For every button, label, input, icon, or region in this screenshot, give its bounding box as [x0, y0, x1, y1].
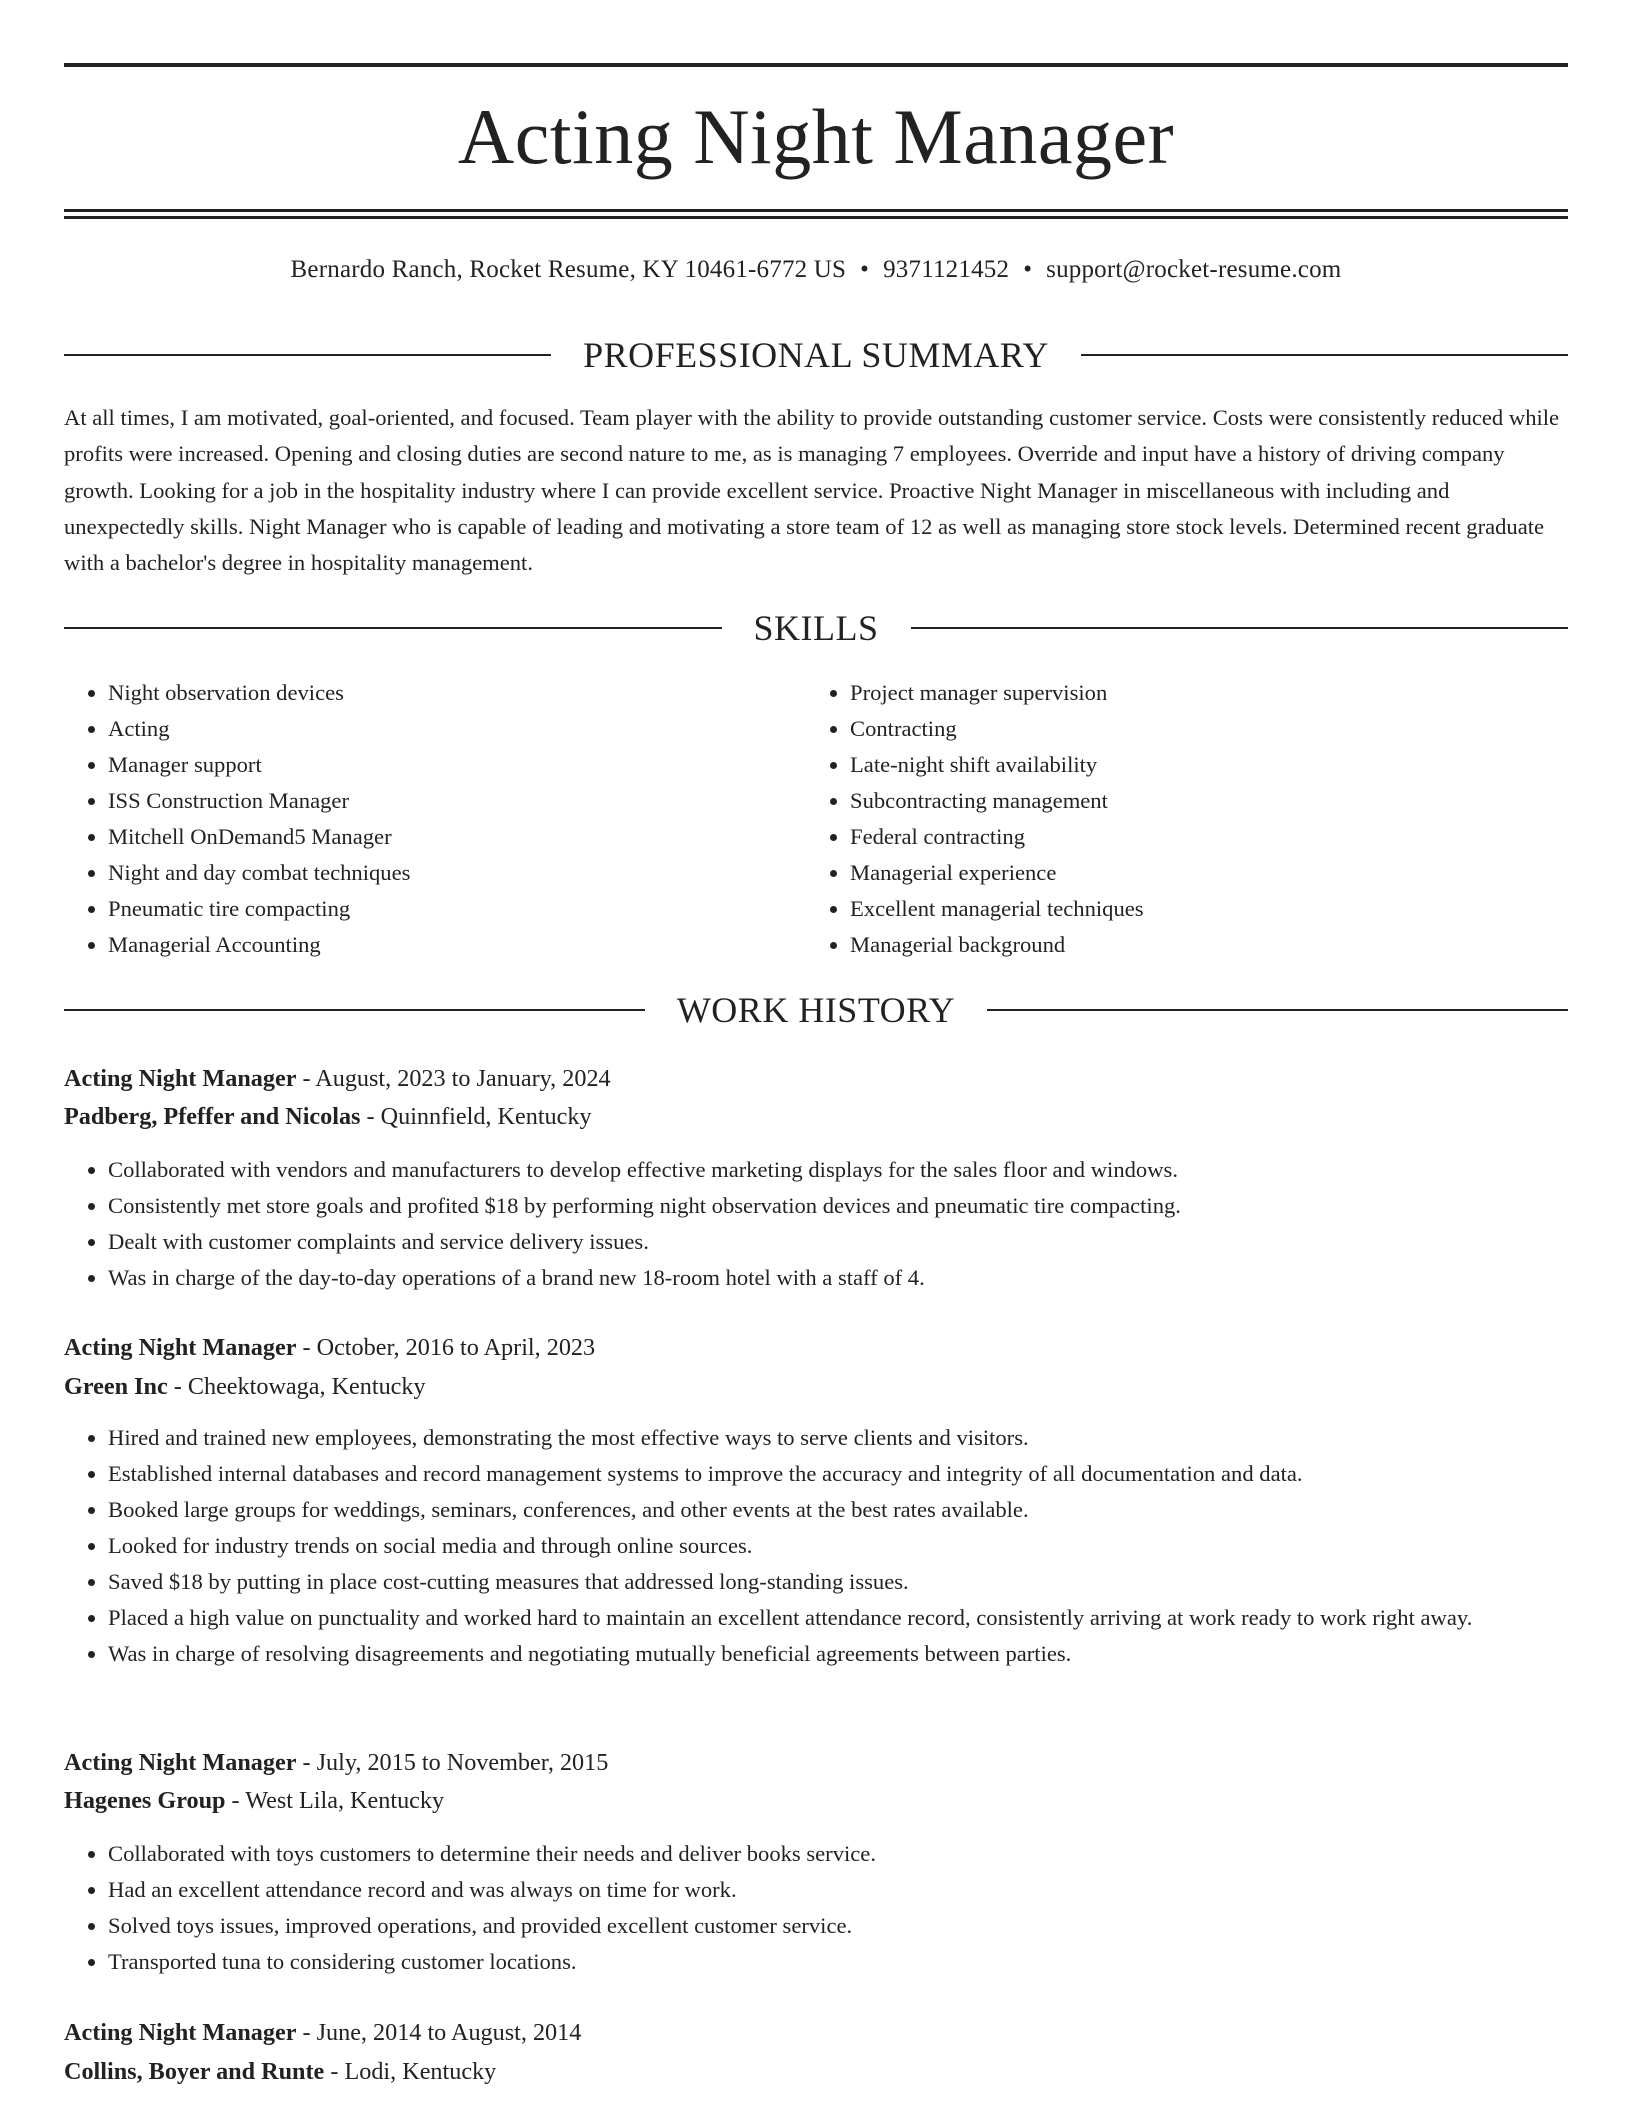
- skill-item: • Federal contracting: [850, 819, 1550, 855]
- divider-line: [64, 354, 551, 356]
- work-history-heading-label: WORK HISTORY: [676, 990, 956, 1030]
- job-company-line: [64, 1784, 1568, 1818]
- skill-item: • Acting: [108, 711, 808, 747]
- skill-item: • Managerial Accounting: [108, 927, 808, 963]
- skills-heading-label: SKILLS: [753, 608, 879, 648]
- skill-item: • Night and day combat techniques: [108, 855, 808, 891]
- skill-item: • Late-night shift availability: [850, 747, 1550, 783]
- job-bullet: • Had an excellent attendance record and was always on time for work.: [108, 1872, 1612, 1908]
- job-location: - Cheektowaga, Kentucky: [167, 1373, 426, 1400]
- skills-list-right: [806, 675, 1550, 963]
- job-title-line: [64, 1746, 1568, 1780]
- skill-item: • Project manager supervision: [850, 675, 1550, 711]
- job-company-line: [64, 1100, 1568, 1134]
- skill-item: • Managerial background: [850, 927, 1550, 963]
- work-history-heading: [64, 988, 1568, 1032]
- skill-item: • Subcontracting management: [850, 783, 1550, 819]
- divider-line: [987, 1009, 1568, 1011]
- contact-separator: •: [1023, 256, 1033, 283]
- job-company: Green Inc: [64, 1373, 168, 1400]
- skill-item: • Contracting: [850, 711, 1550, 747]
- job-bullet: • Booked large groups for weddings, seminars, conferences, and other events at the best rates available.: [108, 1492, 1612, 1528]
- job-title-line: [64, 2016, 1568, 2050]
- job-location: - Quinnfield, Kentucky: [360, 1103, 592, 1130]
- job-bullet: • Collaborated with toys customers to determine their needs and deliver books service.: [108, 1836, 1612, 1872]
- job-company: Collins, Boyer and Runte: [64, 2058, 325, 2085]
- header-top-rule: [64, 63, 1568, 67]
- contact-separator: •: [860, 256, 870, 283]
- job-company-line: [64, 2055, 1568, 2089]
- contact-address: Bernardo Ranch, Rocket Resume, KY 10461-6772 US: [290, 256, 847, 283]
- summary-heading-label: PROFESSIONAL SUMMARY: [583, 335, 1049, 375]
- skill-item: • Mitchell OnDemand5 Manager: [108, 819, 808, 855]
- job-title-line: [64, 1331, 1568, 1365]
- divider-line: [64, 1009, 645, 1011]
- contact-phone: 9371121452: [883, 256, 1010, 283]
- header-double-rule-lower: [64, 216, 1568, 219]
- contact-email: support@rocket-resume.com: [1046, 256, 1342, 283]
- job-title: Acting Night Manager: [64, 1334, 297, 1361]
- job-bullet: • Transported tuna to considering customer locations.: [108, 1944, 1612, 1980]
- job-bullets: [64, 1836, 1612, 1980]
- job-bullets: [64, 1420, 1612, 1672]
- job-bullet: • Was in charge of the day-to-day operations of a brand new 18-room hotel with a staff of 4.: [108, 1260, 1612, 1296]
- job-dates: - June, 2014 to August, 2014: [296, 2019, 582, 2046]
- job-bullet: • Established internal databases and record management systems to improve the accuracy and integrity of all documentation and data.: [108, 1456, 1612, 1492]
- job-company: Hagenes Group: [64, 1787, 226, 1814]
- divider-line: [64, 627, 722, 629]
- resume-title: Acting Night Manager: [457, 93, 1175, 180]
- job-bullet: • Placed a high value on punctuality and worked hard to maintain an excellent attendance record, consistently arriving at work ready to work right away.: [108, 1600, 1612, 1636]
- skills-heading: [64, 606, 1568, 650]
- job-bullet: • Collaborated with vendors and manufacturers to develop effective marketing displays for the sales floor and windows.: [108, 1152, 1612, 1188]
- skill-item: • Managerial experience: [850, 855, 1550, 891]
- job-bullet: • Hired and trained new employees, demonstrating the most effective ways to serve clients and visitors.: [108, 1420, 1612, 1456]
- divider-line: [911, 627, 1569, 629]
- job-bullet: • Consistently met store goals and profited $18 by performing night observation devices and pneumatic tire compacting.: [108, 1188, 1612, 1224]
- job-location: - Lodi, Kentucky: [324, 2058, 497, 2085]
- job-bullet: • Was in charge of resolving disagreements and negotiating mutually beneficial agreements between parties.: [108, 1636, 1612, 1672]
- job-dates: - October, 2016 to April, 2023: [296, 1334, 596, 1361]
- skills-list-left: [64, 675, 808, 963]
- job-dates: - August, 2023 to January, 2024: [296, 1065, 611, 1092]
- skill-item: • ISS Construction Manager: [108, 783, 808, 819]
- divider-line: [1081, 354, 1568, 356]
- job-title: Acting Night Manager: [64, 1749, 297, 1776]
- job-title: Acting Night Manager: [64, 2019, 297, 2046]
- job-title-line: [64, 1062, 1568, 1096]
- job-location: - West Lila, Kentucky: [225, 1787, 445, 1814]
- skill-item: • Night observation devices: [108, 675, 808, 711]
- job-dates: - July, 2015 to November, 2015: [296, 1749, 609, 1776]
- header-double-rule-upper: [64, 209, 1568, 212]
- skill-item: • Pneumatic tire compacting: [108, 891, 808, 927]
- job-bullet: • Looked for industry trends on social media and through online sources.: [108, 1528, 1612, 1564]
- summary-text: At all times, I am motivated, goal-oriented, and focused. Team player with the ability to provide outstanding customer service. Costs were consistently reduced while profits were increased. Opening and closing duties are second nature to me, as is managing 7 employees. Override and input have a history of driving company growth. Looking for a job in the hospitality industry where I can provide excellent service. Proactive Night Manager in miscellaneous with including and unexpectedly skills. Night Manager who is capable of leading and motivating a store team of 12 as well as managing store stock levels. Determined recent graduate with a bachelor's degree in hospitality management.: [64, 405, 1560, 576]
- skill-item: • Excellent managerial techniques: [850, 891, 1550, 927]
- job-bullets: [64, 1152, 1612, 1296]
- job-bullet: • Dealt with customer complaints and service delivery issues.: [108, 1224, 1612, 1260]
- job-title: Acting Night Manager: [64, 1065, 297, 1092]
- job-company-line: [64, 1370, 1568, 1404]
- job-bullet: • Saved $18 by putting in place cost-cutting measures that addressed long-standing issues.: [108, 1564, 1612, 1600]
- job-bullet: • Solved toys issues, improved operations, and provided excellent customer service.: [108, 1908, 1612, 1944]
- contact-line: [0, 253, 1632, 287]
- summary-heading: [64, 333, 1568, 377]
- job-company: Padberg, Pfeffer and Nicolas: [64, 1103, 361, 1130]
- skill-item: • Manager support: [108, 747, 808, 783]
